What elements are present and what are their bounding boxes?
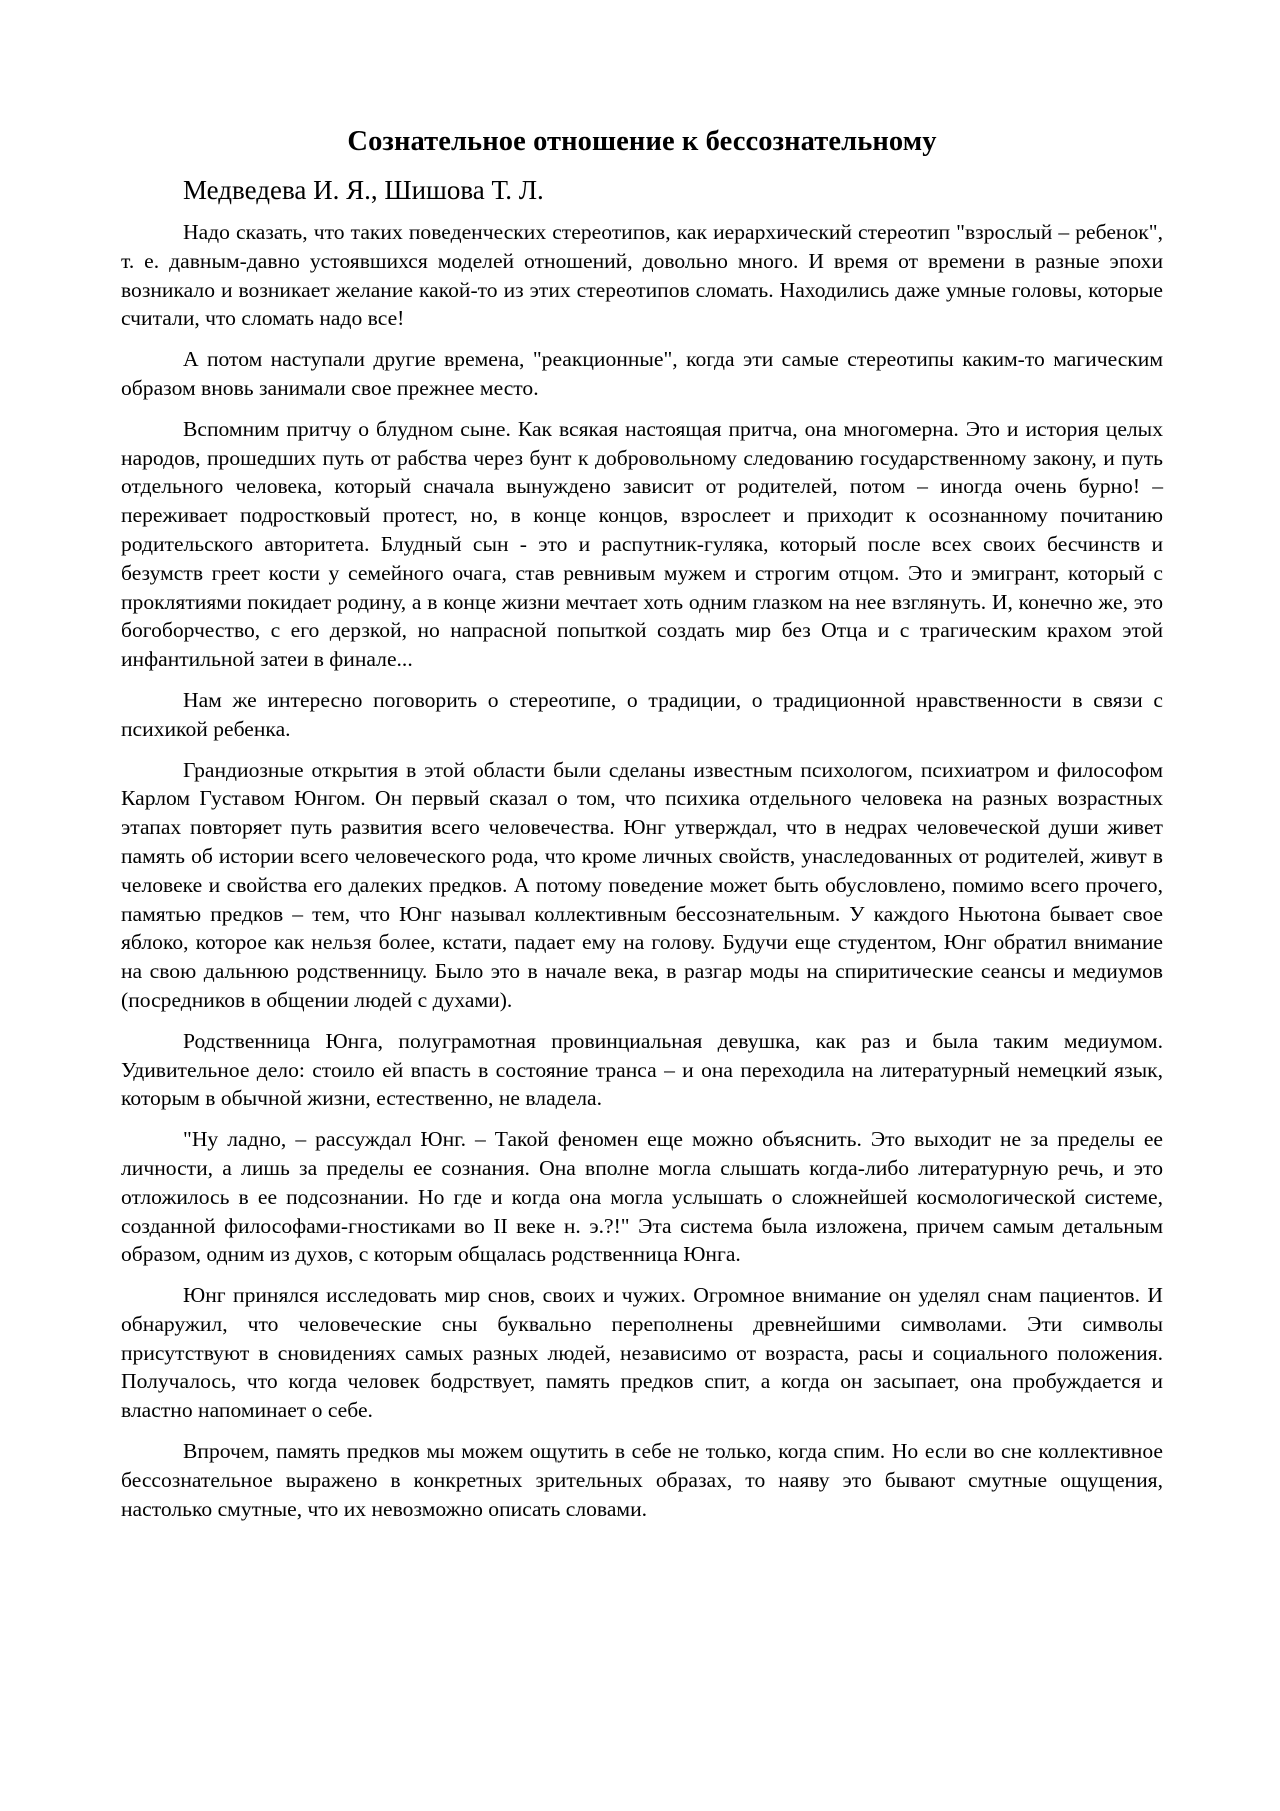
paragraph: А потом наступали другие времена, "реакционные", когда эти самые стереотипы каким-то магическим образом вновь занимали свое прежнее место. [121,347,1163,400]
document-body [121,120,1163,1535]
paragraph: Надо сказать, что таких поведенческих стереотипов, как иерархический стереотип "взрослый – ребенок", т. е. давным-давно устоявшихся моделей отношений, довольно много. И время от времени в разные эпохи возникало и возникает желание какой-то из этих стереотипов сломать. Находились даже умные головы, которые считали, что сломать надо все! [121,220,1163,331]
paragraph: Родственница Юнга, полуграмотная провинциальная девушка, как раз и была таким медиумом. Удивительное дело: стоило ей впасть в состояние транса – и она переходила на литературный немецкий язык, которым в обычной жизни, естественно, не владела. [121,1028,1163,1111]
document-title: Сознательное отношение к бессознательному [347,126,937,157]
paragraph: Грандиозные открытия в этой области были сделаны известным психологом, психиатром и философом Карлом Густавом Юнгом. Он первый сказал о том, что психика отдельного человека на разных возрастных этапах повторяет путь развития всего человечества. Юнг утверждал, что в недрах человеческой души живет память об истории всего человеческого рода, что кроме личных свойств, унаследованных от родителей, живут в человеке и свойства его далеких предков. А потому поведение может быть обусловлено, помимо всего прочего, памятью предков – тем, что Юнг называл коллективным бессознательным. У каждого Ньютона бывает свое яблоко, которое как нельзя более, кстати, падает ему на голову. Будучи еще студентом, Юнг обратил внимание на свою дальнюю родственницу. Было это в начале века, в разгар моды на спиритические сеансы и медиумов (посредников в общении людей с духами). [121,757,1163,1012]
paragraph: Юнг принялся исследовать мир снов, своих и чужих. Огромное внимание он уделял снам пациентов. И обнаружил, что человеческие сны буквально переполнены древнейшими символами. Эти символы присутствуют в сновидениях самых разных людей, независимо от возраста, расы и социального положения. Получалось, что когда человек бодрствует, память предков спит, а когда он засыпает, она пробуждается и властно напоминает о себе. [121,1283,1163,1423]
paragraph: Нам же интересно поговорить о стереотипе, о традиции, о традиционной нравственности в связи с психикой ребенка. [121,687,1163,741]
paragraph: Вспомним притчу о блудном сыне. Как всякая настоящая притча, она многомерна. Это и история целых народов, прошедших путь от рабства через бунт к добровольному следованию государственному закону, и путь отдельного человека, который сначала вынуждено зависит от родителей, потом – иногда очень бурно! – переживает подростковый протест, но, в конце концов, взрослеет и приходит к осознанному почитанию родительского авторитета. Блудный сын - это и распутник-гуляка, который после всех своих бесчинств и безумств греет кости у семейного очага, став ревнивым мужем и строгим отцом. Это и эмигрант, который с проклятиями покидает родину, а в конце жизни мечтает хоть одним глазком на нее взглянуть. И, конечно же, это богоборчество, с его дерзкой, но напрасной попыткой создать мир без Отца и с трагическим крахом этой инфантильной затеи в финале... [121,416,1163,672]
document-authors: Медведева И. Я., Шишова Т. Л. [183,175,544,205]
paragraph: "Ну ладно, – рассуждал Юнг. – Такой феномен еще можно объяснить. Это выходит не за пределы ее личности, а лишь за пределы ее сознания. Она вполне могла слышать когда-либо литературную речь, и это отложилось в ее подсознании. Но где и когда она могла услышать о сложнейшей космологической системе, созданной философами-гностиками во II веке н. э.?!" Эта система была изложена, причем самым детальным образом, одним из духов, с которым общалась родственница Юнга. [121,1127,1163,1267]
paragraph: Впрочем, память предков мы можем ощутить в себе не только, когда спим. Но если во сне коллективное бессознательное выражено в конкретных зрительных образах, то наяву это бывают смутные ощущения, настолько смутные, что их невозможно описать словами. [121,1439,1163,1521]
